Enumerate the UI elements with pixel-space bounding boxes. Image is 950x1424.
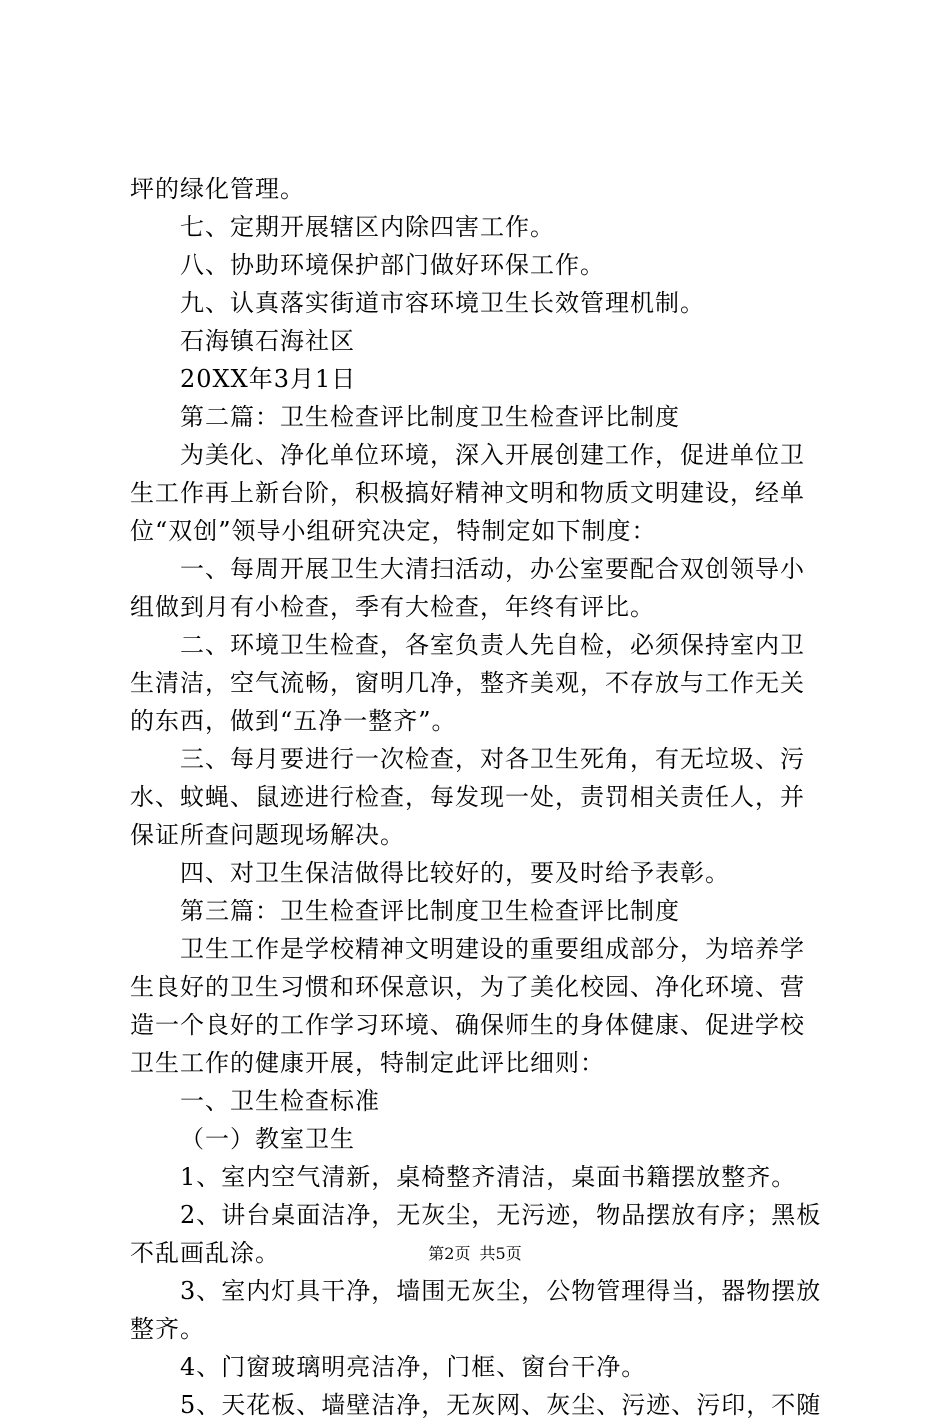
text-line: 保证所查问题现场解决。 (130, 821, 405, 849)
text-line: 组做到月有小检查，季有大检查，年终有评比。 (130, 593, 655, 621)
document-body (130, 170, 830, 1424)
text-line: 4、门窗玻璃明亮洁净，门框、窗台干净。 (180, 1353, 647, 1381)
text-line: 生工作再上新台阶，积极搞好精神文明和物质文明建设，经单 (130, 479, 805, 507)
text-line: 生清洁，空气流畅，窗明几净，整齐美观，不存放与工作无关 (130, 669, 805, 697)
page-footer (0, 1244, 950, 1264)
text-line: 造一个良好的工作学习环境、确保师生的身体健康、促进学校 (130, 1011, 805, 1039)
text-line: 四、对卫生保洁做得比较好的，要及时给予表彰。 (180, 859, 730, 887)
text-line: 七、定期开展辖区内除四害工作。 (180, 213, 555, 241)
text-line: 一、每周开展卫生大清扫活动，办公室要配合双创领导小 (180, 555, 805, 583)
text-line: 为美化、净化单位环境，深入开展创建工作，促进单位卫 (180, 441, 805, 469)
text-line: 位“双创”领导小组研究决定，特制定如下制度： (130, 517, 657, 545)
text-line: 20XX年3月1日 (180, 365, 357, 393)
text-line: 第三篇：卫生检查评比制度卫生检查评比制度 (180, 897, 680, 925)
text-line: 八、协助环境保护部门做好环保工作。 (180, 251, 605, 279)
text-line: 三、每月要进行一次检查，对各卫生死角，有无垃圾、污 (180, 745, 805, 773)
text-line: 2、讲台桌面洁净，无灰尘，无污迹，物品摆放有序；黑板 (180, 1201, 822, 1229)
text-line: 卫生工作的健康开展，特制定此评比细则： (130, 1049, 605, 1077)
text-line: 5、天花板、墙壁洁净，无灰网、灰尘、污迹、污印，不随 (180, 1391, 822, 1419)
text-line: 生良好的卫生习惯和环保意识，为了美化校园、净化环境、营 (130, 973, 805, 1001)
text-line: 九、认真落实街道市容环境卫生长效管理机制。 (180, 289, 705, 317)
page-number: 第2页 (428, 1244, 471, 1263)
text-line: 二、环境卫生检查，各室负责人先自检，必须保持室内卫 (180, 631, 805, 659)
text-line: 一、卫生检查标准 (180, 1087, 380, 1115)
text-line: 水、蚊蝇、鼠迹进行检查，每发现一处，责罚相关责任人，并 (130, 783, 805, 811)
text-line: 的东西，做到“五净一整齐”。 (130, 707, 457, 735)
text-line: 卫生工作是学校精神文明建设的重要组成部分，为培养学 (180, 935, 805, 963)
text-line: 不乱画乱涂。 (130, 1239, 280, 1267)
text-line: 石海镇石海社区 (180, 327, 355, 355)
text-line: 1、室内空气清新，桌椅整齐清洁，桌面书籍摆放整齐。 (180, 1163, 797, 1191)
text-line: 坪的绿化管理。 (130, 175, 305, 203)
text-line: （一）教室卫生 (180, 1125, 355, 1153)
text-line: 3、室内灯具干净，墙围无灰尘，公物管理得当，器物摆放 (180, 1277, 822, 1305)
text-line: 第二篇：卫生检查评比制度卫生检查评比制度 (180, 403, 680, 431)
page-total: 共5页 (479, 1244, 522, 1263)
text-line: 整齐。 (130, 1315, 205, 1343)
